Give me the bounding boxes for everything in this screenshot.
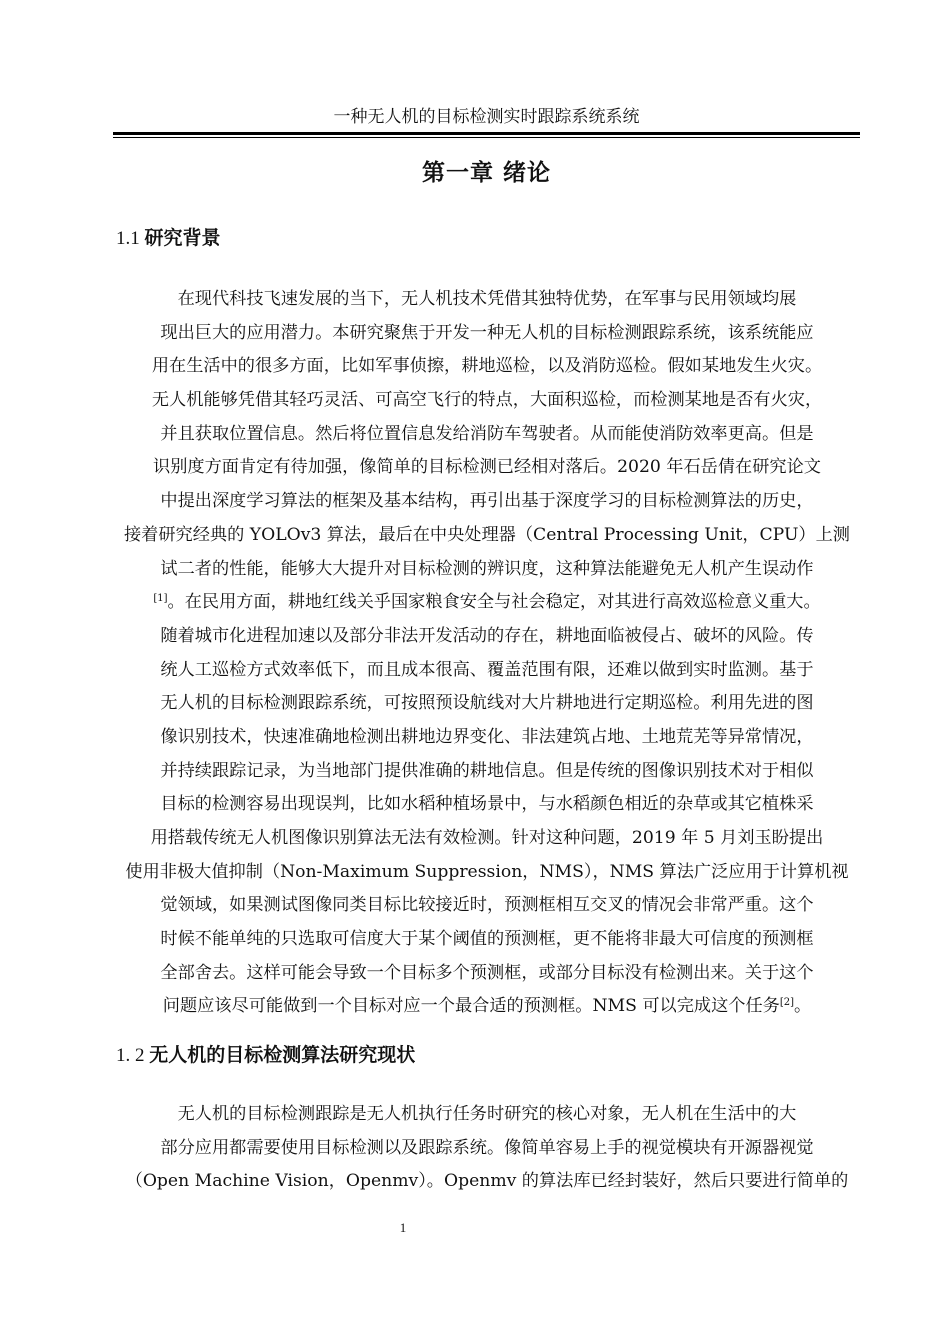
text-run: 。 [794,996,812,1017]
text-line: 目标的检测容易出现误判，比如水稻种植场景中，与水稻颜色相近的杂草或其它植株采 [160,794,814,815]
paragraph-research-status [116,1098,858,1199]
page-number: 1 [399,1220,407,1235]
section-heading-1-1 [116,223,221,254]
text-line: 觉领域，如果测试图像同类目标比较接近时，预测框相互交叉的情况会非常严重。这个 [160,895,814,916]
text-line: 无人机的目标检测跟踪系统，可按照预设航线对大片耕地进行定期巡检。利用先进的图 [160,693,814,714]
text-line [116,586,858,620]
section-title: 研究背景 [144,227,221,249]
text-line: 识别度方面肯定有待加强，像简单的目标检测已经相对落后。2020 年石岳倩在研究论文 [153,457,821,478]
text-line: 用在生活中的很多方面，比如军事侦擦，耕地巡检，以及消防巡检。假如某地发生火灾。 [151,356,823,377]
text-line: 用搭载传统无人机图像识别算法无法有效检测。针对这种问题，2019 年 5 月刘玉盼提出 [150,828,824,848]
text-line: 时候不能单纯的只选取可信度大于某个阈值的预测框，更不能将非最大可信度的预测框 [160,929,814,950]
text-line: 试二者的性能，能够大大提升对目标检测的辨识度，这种算法能避免无人机产生误动作 [160,558,814,579]
text-line: 并且获取位置信息。然后将位置信息发给消防车驾驶者。从而能使消防效率更高。但是 [160,423,814,444]
text-line: 像识别技术，快速准确地检测出耕地边界变化、非法建筑占地、土地荒芜等异常情况， [160,726,814,747]
text-line: 中提出深度学习算法的框架及基本结构，再引出基于深度学习的目标检测算法的历史， [160,491,814,512]
text-run: 问题应该尽可能做到一个目标对应一个最合适的预测框。NMS 可以完成这个任务 [162,996,780,1017]
citation-ref[interactable]: [1] [153,593,168,605]
section-number: 1. 2 [116,1045,150,1066]
section-title: 无人机的目标检测算法研究现状 [149,1044,416,1066]
section-heading-1-2 [116,1040,415,1071]
text-line: 并持续跟踪记录，为当地部门提供准确的耕地信息。但是传统的图像识别技术对于相似 [160,760,814,781]
text-run: 。在民用方面，耕地红线关乎国家粮食安全与社会稳定，对其进行高效巡检意义重大。 [167,592,821,613]
text-line: 无人机的目标检测跟踪是无人机执行任务时研究的核心对象，无人机在生活中的大 [177,1104,797,1124]
text-line: 无人机能够凭借其轻巧灵活、可高空飞行的特点，大面积巡检，而检测某地是否有火灾， [151,390,823,411]
chapter-title: 第一章 绪论 [421,160,551,186]
text-line [116,990,858,1024]
citation-ref[interactable]: [2] [779,997,795,1009]
paragraph-background [116,283,858,1024]
text-line: 在现代科技飞速发展的当下，无人机技术凭借其独特优势，在军事与民用领域均展 [177,289,797,309]
running-header: 一种无人机的目标检测实时跟踪系统系统 [333,107,640,127]
header-rule-thin [113,137,860,138]
text-line: （Open Machine Vision，Openmv）。Openmv 的算法库已经封装好，然后只要进行简单的 [125,1171,849,1192]
text-line: 随着城市化进程加速以及部分非法开发活动的存在，耕地面临被侵占、破坏的风险。传 [160,625,814,646]
text-line: 统人工巡检方式效率低下，而且成本很高、覆盖范围有限，还难以做到实时监测。基于 [160,659,814,680]
text-line: 部分应用都需要使用目标检测以及跟踪系统。像简单容易上手的视觉模块有开源器视觉 [160,1137,814,1158]
text-line: 使用非极大值抑制（Non-Maximum Suppression，NMS），NMS 算法广泛应用于计算机视 [125,861,849,882]
text-line: 全部舍去。这样可能会导致一个目标多个预测框，或部分目标没有检测出来。关于这个 [160,962,814,983]
header-rule-thick [113,132,860,135]
text-line: 接着研究经典的 YOLOv3 算法，最后在中央处理器（Central Processing Unit，CPU）上测 [123,524,850,545]
text-line: 现出巨大的应用潜力。本研究聚焦于开发一种无人机的目标检测跟踪系统，该系统能应 [160,322,814,343]
section-number: 1.1 [116,228,145,249]
